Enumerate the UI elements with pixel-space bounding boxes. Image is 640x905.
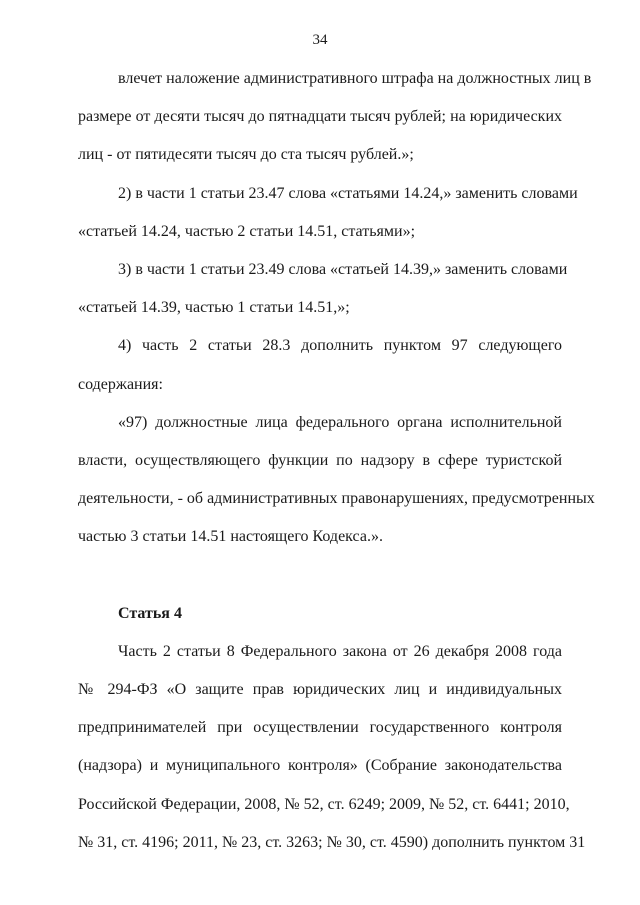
text-line: предпринимателей при осуществлении государственного контроля — [78, 719, 562, 737]
text-line: власти, осуществляющего функции по надзору в сфере туристской — [78, 451, 562, 469]
text-line: 4) часть 2 статьи 28.3 дополнить пунктом 97 следующего — [118, 337, 562, 355]
text-line: 2) в части 1 статьи 23.47 слова «статьями 14.24,» заменить словами — [118, 184, 578, 202]
paragraph-gap — [78, 566, 562, 604]
text-line: Часть 2 статьи 8 Федерального закона от 26 декабря 2008 года — [118, 642, 562, 660]
document-body — [78, 70, 595, 872]
text-line: лиц - от пятидесяти тысяч до ста тысяч рублей.»; — [78, 146, 414, 164]
text-line: (надзора) и муниципального контроля» (Собрание законодательства — [78, 757, 562, 775]
article-heading: Статья 4 — [118, 604, 182, 622]
text-line: «97) должностные лица федерального органа исполнительной — [118, 413, 562, 431]
text-line: размере от десяти тысяч до пятнадцати тысяч рублей; на юридических — [78, 108, 562, 126]
text-line: деятельности, - об административных правонарушениях, предусмотренных — [78, 490, 595, 508]
text-line: «статьей 14.39, частью 1 статьи 14.51,»; — [78, 299, 350, 317]
text-line: Российской Федерации, 2008, № 52, ст. 6249; 2009, № 52, ст. 6441; 2010, — [78, 795, 570, 813]
page-number: 34 — [312, 32, 328, 48]
text-line: № 294-ФЗ «О защите прав юридических лиц и индивидуальных — [78, 681, 562, 698]
text-line: № 31, ст. 4196; 2011, № 23, ст. 3263; № 30, ст. 4590) дополнить пунктом 31 — [78, 833, 586, 851]
text-line: содержания: — [78, 375, 163, 393]
text-line: частью 3 статьи 14.51 настоящего Кодекса.». — [78, 528, 383, 546]
text-line: 3) в части 1 статьи 23.49 слова «статьей 14.39,» заменить словами — [118, 260, 568, 278]
text-line: влечет наложение административного штрафа на должностных лиц в — [118, 70, 592, 87]
text-line: «статьей 14.24, частью 2 статьи 14.51, статьями»; — [78, 222, 416, 240]
